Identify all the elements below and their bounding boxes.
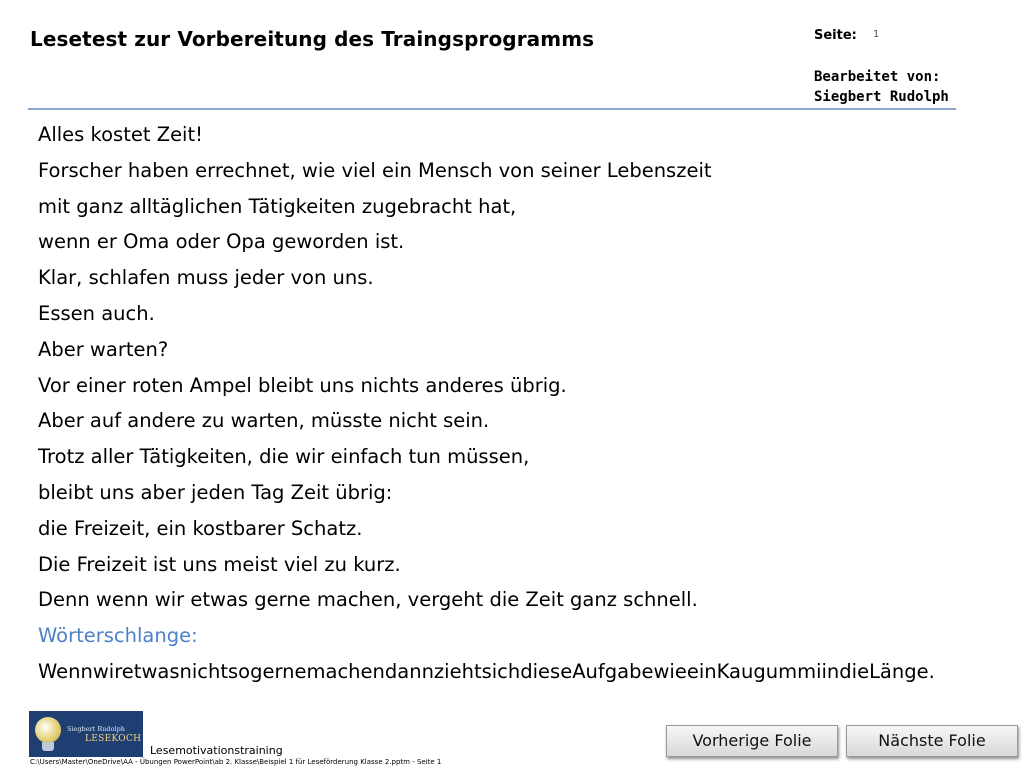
footer-caption: Lesemotivationstraining (150, 744, 283, 757)
text-line: Denn wenn wir etwas gerne machen, vergeht die Zeit ganz schnell. (38, 588, 698, 612)
reading-text (38, 117, 998, 690)
text-line: Trotz aller Tätigkeiten, die wir einfach tun müssen, (38, 445, 530, 469)
edited-by-label: Bearbeitet von: (814, 69, 941, 85)
text-line: Forscher haben errechnet, wie viel ein Mensch von seiner Lebenszeit (38, 158, 712, 182)
lightbulb-base-icon (42, 742, 54, 751)
edited-by-name: Siegbert Rudolph (814, 89, 949, 105)
text-line: Aber auf andere zu warten, müsste nicht sein. (38, 409, 490, 433)
title-divider (28, 108, 956, 110)
text-line: Aber warten? (38, 337, 169, 361)
text-line: Alles kostet Zeit! (38, 123, 203, 146)
text-line: Die Freizeit ist uns meist viel zu kurz. (38, 552, 401, 576)
text-line: Vor einer roten Ampel bleibt uns nichts anderes übrig. (38, 373, 567, 397)
footer-file-path: C:\Users\Master\OneDrive\AA - Übungen PowerPoint\ab 2. Klasse\Beispiel 1 für Leseförderung Klasse 2.pptm - Seite 1 (30, 758, 442, 766)
slide-title: Lesetest zur Vorbereitung des Traingsprogramms (30, 27, 595, 51)
text-line: die Freizeit, ein kostbarer Schatz. (38, 516, 363, 540)
text-line: Essen auch. (38, 301, 155, 325)
text-line: bleibt uns aber jeden Tag Zeit übrig: (38, 480, 393, 504)
text-line: Klar, schlafen muss jeder von uns. (38, 266, 374, 290)
lesekoch-logo (29, 711, 143, 757)
next-slide-button[interactable]: Nächste Folie (846, 725, 1018, 757)
text-line: mit ganz alltäglichen Tätigkeiten zugebracht hat, (38, 194, 517, 218)
word-snake-text: WennwiretwasnichtsogernemachendannziehtsichdieseAufgabewieeinKaugummiindieLänge. (38, 659, 935, 683)
previous-slide-button[interactable]: Vorherige Folie (666, 725, 838, 757)
logo-brand-text: LESEKOCH (85, 734, 142, 744)
page-number: 1 (873, 29, 880, 40)
word-snake-label: Wörterschlange: (38, 624, 198, 648)
logo-author-text: Siegbert Rudolph (67, 725, 125, 733)
page-label: Seite: (814, 28, 857, 43)
edited-by-block (814, 67, 949, 107)
lightbulb-icon (35, 717, 61, 743)
text-line: wenn er Oma oder Opa geworden ist. (38, 230, 405, 254)
